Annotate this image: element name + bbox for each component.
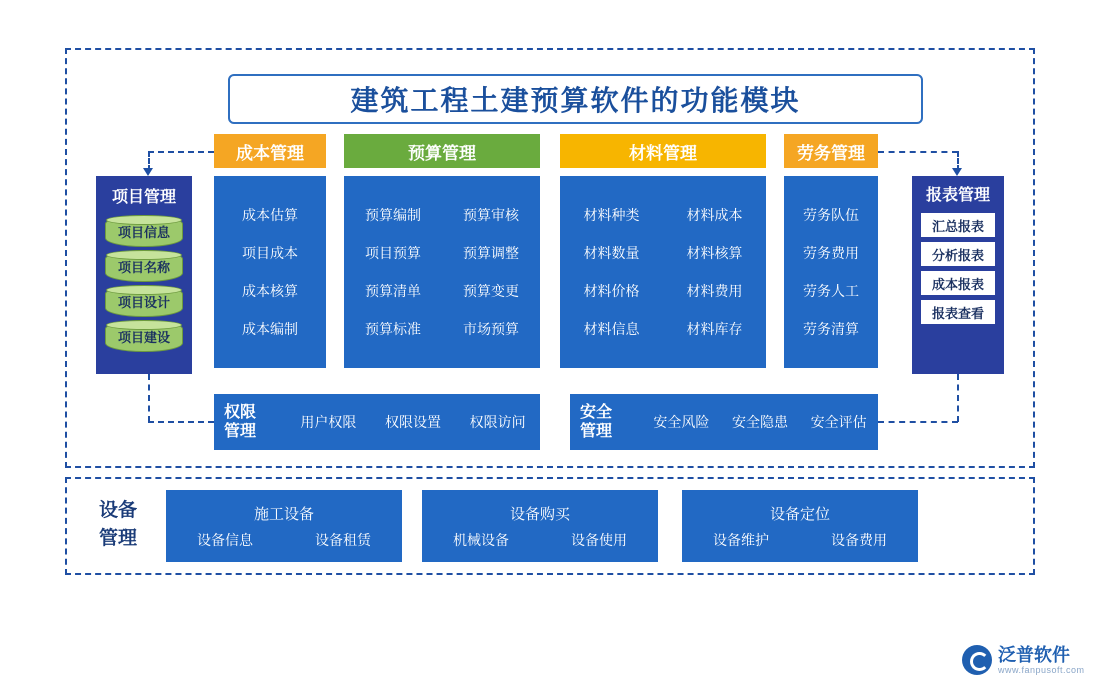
budget-item[interactable]: 市场预算	[463, 321, 519, 337]
logo-mark-icon	[962, 645, 992, 675]
budget-item[interactable]: 预算调整	[463, 245, 519, 261]
connector-cost-to-project	[148, 151, 214, 153]
equipment-group-construction	[166, 490, 402, 562]
brand-logo	[962, 645, 1085, 675]
material-item[interactable]: 材料费用	[686, 283, 743, 299]
safety-management-panel	[570, 394, 878, 450]
labor-item[interactable]: 劳务人工	[803, 283, 859, 299]
cost-item[interactable]: 成本核算	[242, 283, 298, 299]
safety-item[interactable]: 安全隐患	[731, 414, 788, 430]
safety-item[interactable]: 安全评估	[810, 414, 867, 430]
budget-management-panel	[344, 176, 540, 368]
header-labor-management[interactable]: 劳务管理	[784, 134, 878, 168]
report-management-title: 报表管理	[925, 187, 990, 204]
equipment-item[interactable]: 设备租赁	[315, 531, 371, 548]
project-item-label: 项目名称	[117, 259, 170, 275]
report-button-summary[interactable]: 汇总报表	[920, 212, 996, 238]
safety-management-label	[570, 403, 642, 441]
material-item[interactable]: 材料数量	[583, 245, 640, 261]
connector-report-bottom-down	[957, 374, 959, 422]
project-item-label: 项目建设	[117, 329, 170, 345]
safety-label-line2: 管理	[580, 423, 613, 440]
equipment-label-line1: 设备	[98, 500, 137, 521]
cost-item[interactable]: 项目成本	[242, 245, 298, 261]
equipment-label-line2: 管理	[98, 528, 137, 549]
labor-item[interactable]: 劳务清算	[803, 321, 859, 337]
header-cost-management[interactable]: 成本管理	[214, 134, 326, 168]
equipment-item[interactable]: 设备维护	[713, 531, 769, 548]
project-item-cylinder[interactable]	[105, 320, 183, 352]
authority-item[interactable]: 权限设置	[384, 414, 441, 430]
logo-name: 泛普软件	[998, 644, 1070, 665]
equipment-group-title: 施工设备	[253, 505, 314, 523]
budget-item[interactable]: 预算编制	[365, 207, 421, 223]
report-management-panel	[912, 176, 1004, 374]
project-item-label: 项目设计	[117, 294, 170, 310]
authority-label-line1: 权限	[224, 404, 257, 421]
material-item[interactable]: 材料成本	[686, 207, 743, 223]
safety-item[interactable]: 安全风险	[653, 414, 710, 430]
authority-management-panel	[214, 394, 540, 450]
header-budget-management[interactable]: 预算管理	[344, 134, 540, 168]
equipment-management-label	[78, 497, 158, 553]
header-material-management[interactable]: 材料管理	[560, 134, 766, 168]
material-item[interactable]: 材料库存	[686, 321, 743, 337]
authority-item[interactable]: 用户权限	[300, 414, 357, 430]
budget-item[interactable]: 预算变更	[463, 283, 519, 299]
logo-url: www.fanpusoft.com	[998, 664, 1085, 675]
material-item[interactable]: 材料信息	[583, 321, 640, 337]
labor-item[interactable]: 劳务队伍	[803, 207, 859, 223]
project-item-label: 项目信息	[117, 224, 170, 240]
equipment-item[interactable]: 设备信息	[197, 531, 253, 548]
equipment-item[interactable]: 机械设备	[453, 531, 509, 548]
connector-project-to-auth	[148, 421, 214, 423]
authority-management-label	[214, 403, 286, 441]
cost-item[interactable]: 成本编制	[242, 321, 298, 337]
equipment-group-title: 设备定位	[769, 505, 830, 523]
labor-management-panel	[784, 176, 878, 368]
authority-item[interactable]: 权限访问	[469, 414, 526, 430]
budget-item[interactable]: 项目预算	[365, 245, 421, 261]
equipment-item[interactable]: 设备使用	[571, 531, 627, 548]
project-management-panel	[96, 176, 192, 374]
connector-safety-to-report	[878, 421, 958, 423]
connector-labor-to-report	[878, 151, 958, 153]
equipment-group-purchase	[422, 490, 658, 562]
arrow-report-top	[952, 168, 962, 176]
equipment-group-title: 设备购买	[509, 505, 570, 523]
project-management-title: 项目管理	[111, 189, 176, 206]
safety-label-line1: 安全	[580, 404, 613, 421]
equipment-group-location	[682, 490, 918, 562]
budget-item[interactable]: 预算清单	[365, 283, 421, 299]
cost-management-panel	[214, 176, 326, 368]
material-management-panel	[560, 176, 766, 368]
labor-item[interactable]: 劳务费用	[803, 245, 859, 261]
material-item[interactable]: 材料种类	[583, 207, 640, 223]
budget-item[interactable]: 预算审核	[463, 207, 519, 223]
equipment-item[interactable]: 设备费用	[831, 531, 887, 548]
cost-item[interactable]: 成本估算	[242, 207, 298, 223]
arrow-project-top	[143, 168, 153, 176]
budget-item[interactable]: 预算标准	[365, 321, 421, 337]
project-item-cylinder[interactable]	[105, 250, 183, 282]
report-button-analysis[interactable]: 分析报表	[920, 241, 996, 267]
authority-label-line2: 管理	[224, 423, 257, 440]
diagram-title-box	[228, 74, 923, 124]
page-title: 建筑工程土建预算软件的功能模块	[350, 85, 801, 116]
report-button-view[interactable]: 报表查看	[920, 299, 996, 325]
project-item-cylinder[interactable]	[105, 285, 183, 317]
material-item[interactable]: 材料核算	[686, 245, 743, 261]
material-item[interactable]: 材料价格	[583, 283, 640, 299]
project-item-cylinder[interactable]	[105, 215, 183, 247]
report-button-cost[interactable]: 成本报表	[920, 270, 996, 296]
connector-project-down	[148, 374, 150, 422]
